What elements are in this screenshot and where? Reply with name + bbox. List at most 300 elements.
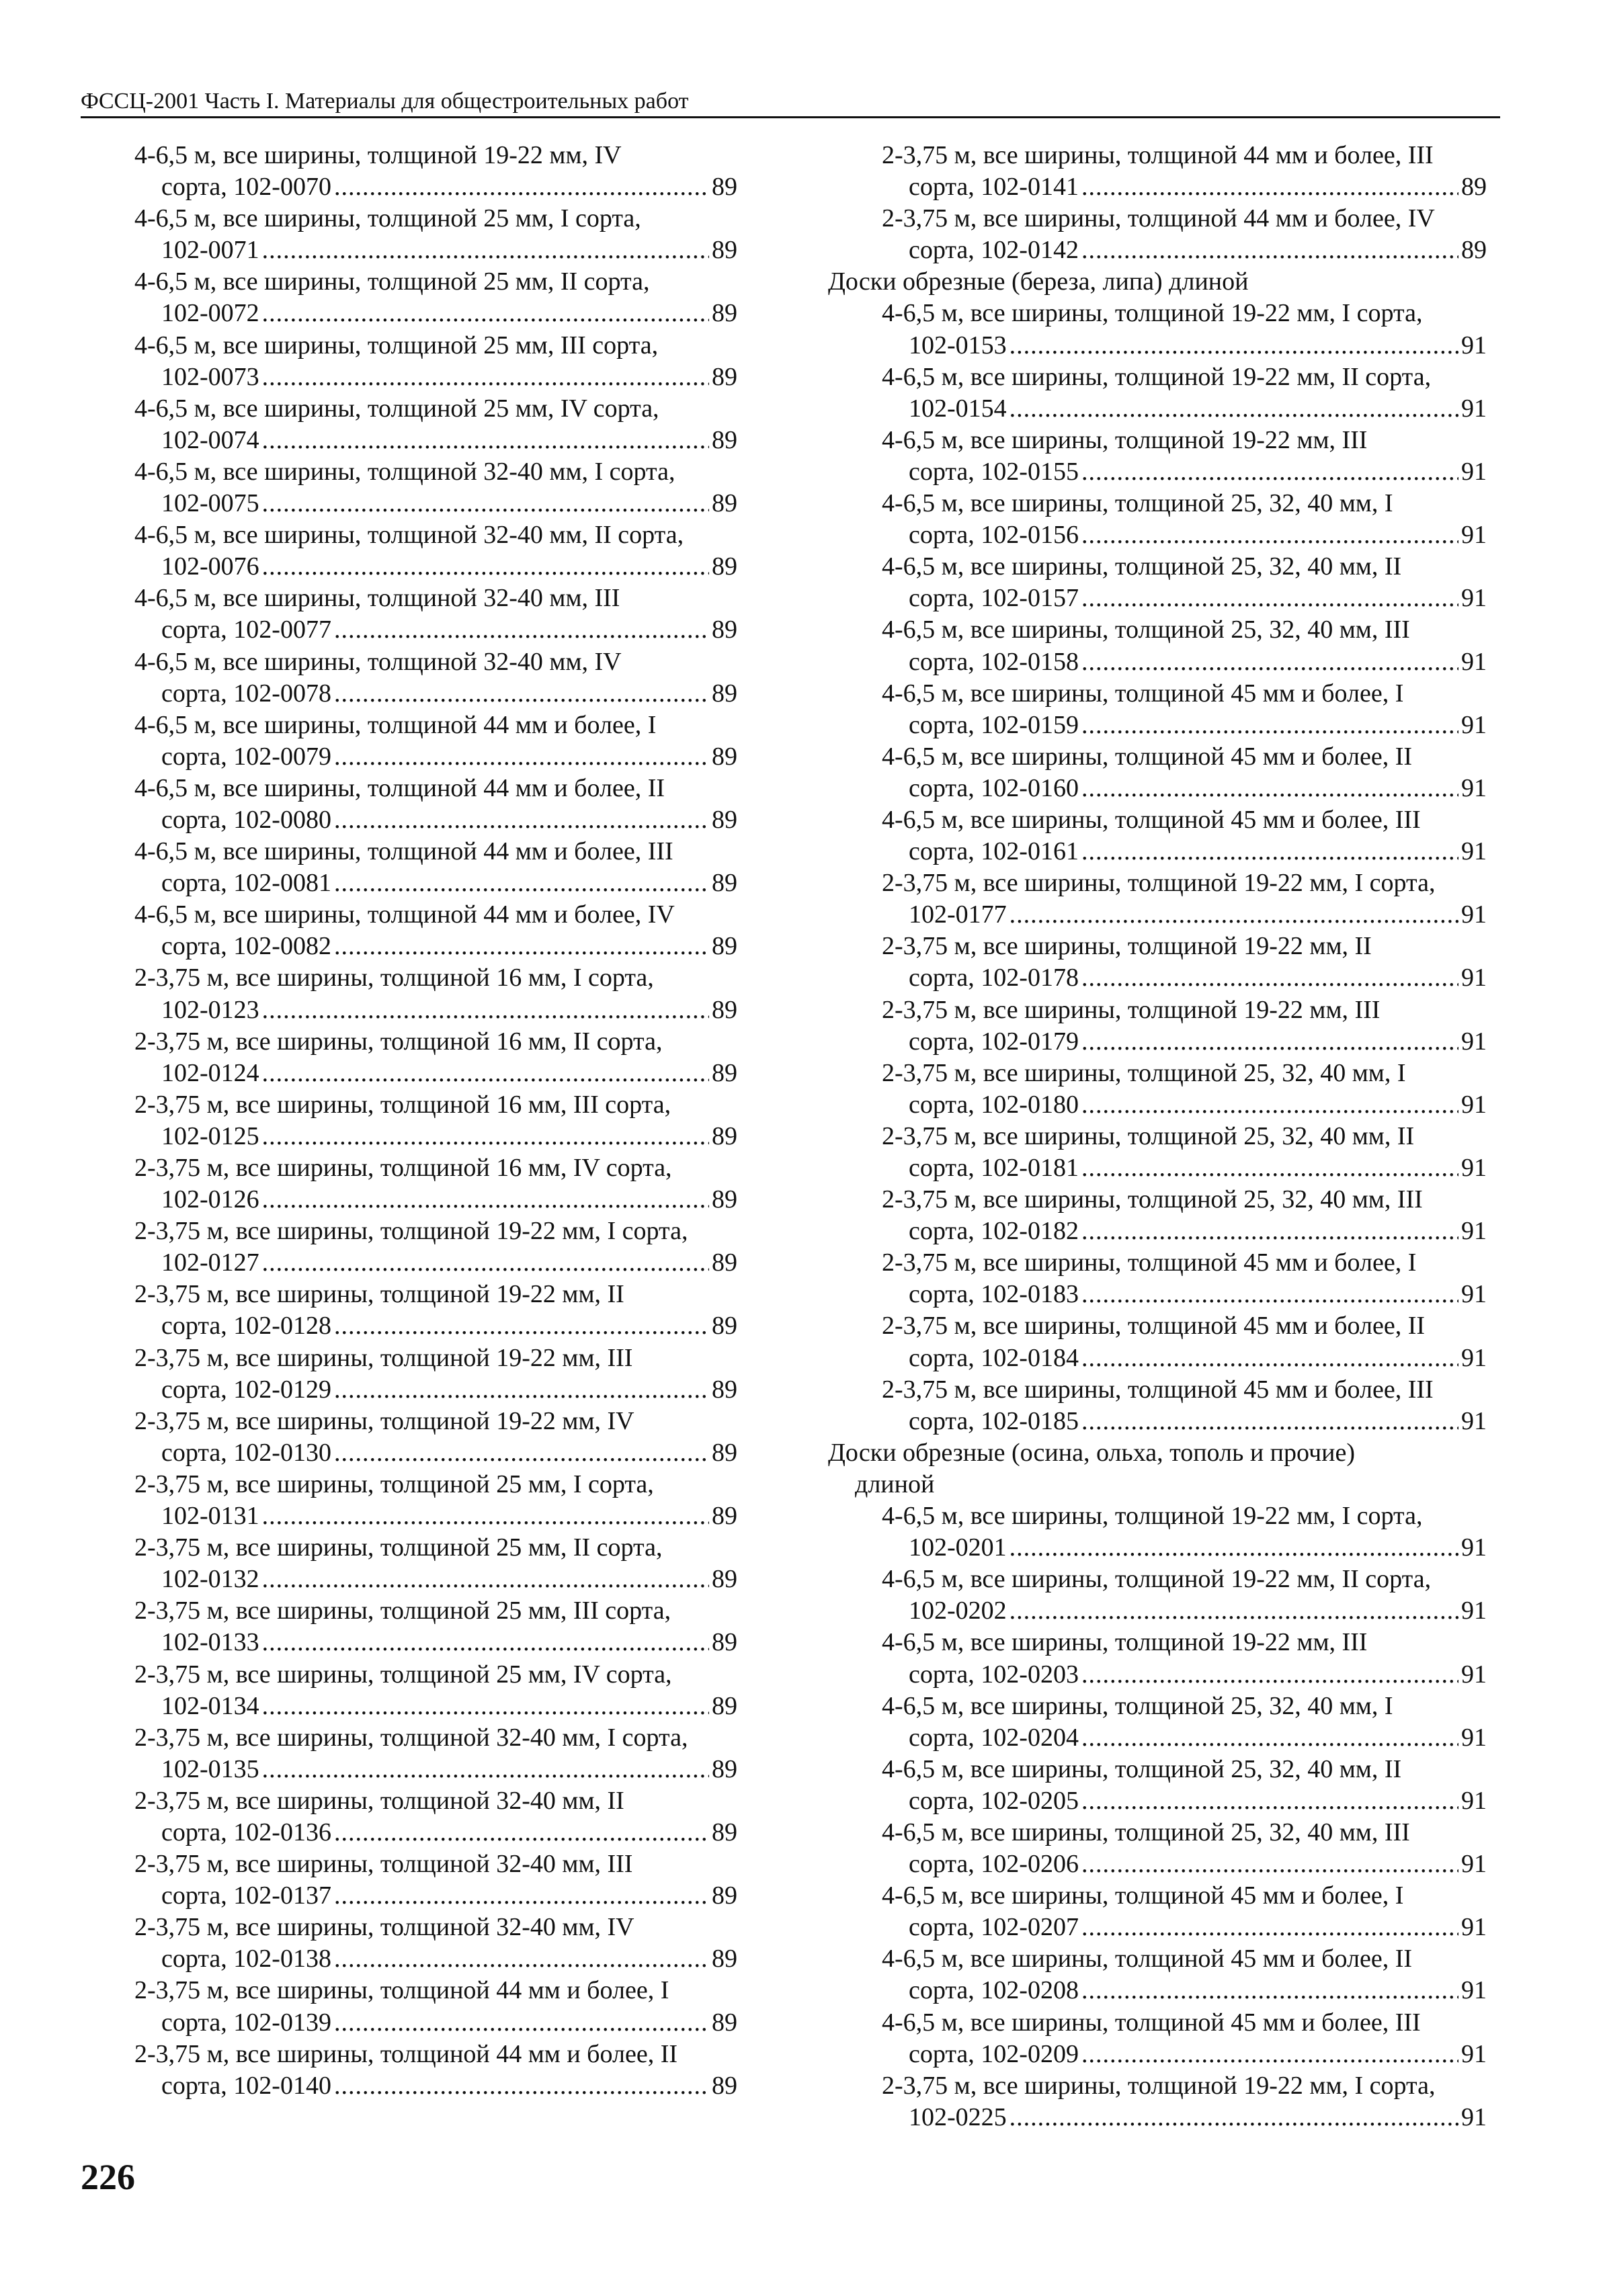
- index-entry-code-line: [828, 583, 1487, 614]
- index-entry-code-line: [134, 1437, 737, 1469]
- dot-leader: [1081, 1026, 1458, 1058]
- header-title: ФССЦ-2001 Часть I. Материалы для общестроительных работ: [81, 89, 689, 114]
- index-entry-line: 2-3,75 м, все ширины, толщиной 25 мм, I сорта,: [134, 1470, 654, 1498]
- index-entry-line: 4-6,5 м, все ширины, толщиной 32-40 мм, IV: [134, 647, 622, 676]
- entry-code-text: 102-0126: [161, 1185, 259, 1214]
- index-entry-line: 4-6,5 м, все ширины, толщиной 45 мм и более, I: [882, 1881, 1404, 1910]
- index-entry-code-line: [134, 551, 737, 583]
- entry-code-text: сорта, 102-0139: [161, 2008, 331, 2037]
- dot-leader: [334, 614, 709, 646]
- entry-page-number: 89: [712, 932, 737, 961]
- entry-code-text: сорта, 102-0185: [909, 1406, 1079, 1435]
- entry-page-number: 91: [1461, 2039, 1487, 2068]
- index-entry-code-line: [134, 994, 737, 1026]
- dot-leader: [1081, 1722, 1458, 1754]
- index-entry-code-line: [828, 1595, 1487, 1627]
- entry-page-number: 91: [1461, 457, 1487, 486]
- index-entry-code-line: [134, 1691, 737, 1722]
- entry-code-text: сорта, 102-0159: [909, 710, 1079, 739]
- entry-code-text: сорта, 102-0204: [909, 1723, 1079, 1752]
- entry-page-number: 91: [1461, 1027, 1487, 1056]
- entry-page-number: 89: [712, 425, 737, 454]
- entry-code-text: сорта, 102-0141: [909, 173, 1079, 202]
- index-entry-code-line: [134, 1058, 737, 1089]
- entry-code-text: сорта, 102-0137: [161, 1881, 331, 1910]
- entry-page-number: 91: [1461, 1090, 1487, 1119]
- entry-page-number: 89: [712, 742, 737, 771]
- entry-code-text: сорта, 102-0205: [909, 1786, 1079, 1815]
- dot-leader: [1081, 519, 1458, 551]
- dot-leader: [1081, 646, 1458, 678]
- index-entry-line: 2-3,75 м, все ширины, толщиной 19-22 мм, I сорта,: [882, 2071, 1436, 2100]
- entry-code-text: сорта, 102-0184: [909, 1343, 1079, 1372]
- entry-code-text: сорта, 102-0209: [909, 2039, 1079, 2068]
- index-entry-code-line: [134, 298, 737, 329]
- index-entry-line: 4-6,5 м, все ширины, толщиной 19-22 мм, I сорта,: [882, 1502, 1423, 1531]
- index-entry-line: 4-6,5 м, все ширины, толщиной 45 мм и более, III: [882, 805, 1421, 834]
- dot-leader: [262, 425, 709, 456]
- index-entry-code-line: [828, 1785, 1487, 1817]
- index-entry-line: 4-6,5 м, все ширины, толщиной 32-40 мм, II сорта,: [134, 521, 684, 550]
- entry-code-text: 102-0153: [909, 331, 1007, 359]
- entry-code-text: сорта, 102-0208: [909, 1976, 1079, 2005]
- dot-leader: [262, 551, 709, 583]
- index-entry-line: 4-6,5 м, все ширины, толщиной 45 мм и более, III: [882, 2008, 1421, 2037]
- entry-page-number: 91: [1461, 2102, 1487, 2131]
- entry-code-text: сорта, 102-0178: [909, 964, 1079, 992]
- index-entry-code-line: [828, 1089, 1487, 1121]
- index-section-heading-continued: длиной: [855, 1470, 935, 1498]
- entry-code-text: 102-0134: [161, 1691, 259, 1720]
- entry-code-text: сорта, 102-0161: [909, 837, 1079, 866]
- index-entry-line: 4-6,5 м, все ширины, толщиной 19-22 мм, II сорта,: [882, 362, 1432, 391]
- entry-page-number: 89: [712, 173, 737, 202]
- index-entry-code-line: [828, 1343, 1487, 1374]
- index-entry-line: 4-6,5 м, все ширины, толщиной 19-22 мм, IV: [134, 141, 622, 169]
- dot-leader: [262, 1564, 709, 1595]
- index-entry-code-line: [134, 362, 737, 393]
- dot-leader: [262, 1754, 709, 1785]
- dot-leader: [1010, 330, 1458, 362]
- dot-leader: [1081, 1279, 1458, 1310]
- index-entry-code-line: [828, 2039, 1487, 2070]
- index-entry-code-line: [828, 1848, 1487, 1880]
- index-entry-line: 2-3,75 м, все ширины, толщиной 16 мм, I сорта,: [134, 964, 654, 992]
- entry-page-number: 89: [712, 489, 737, 518]
- index-entry-code-line: [134, 1310, 737, 1342]
- entry-code-text: сорта, 102-0155: [909, 457, 1079, 486]
- entry-page-number: 89: [712, 995, 737, 1024]
- entry-page-number: 91: [1461, 1154, 1487, 1182]
- index-entry-code-line: [134, 1374, 737, 1406]
- dot-leader: [262, 1247, 709, 1279]
- entry-page-number: 91: [1461, 1660, 1487, 1689]
- entry-page-number: 89: [712, 1248, 737, 1277]
- index-entry-code-line: [828, 646, 1487, 678]
- entry-code-text: 102-0135: [161, 1754, 259, 1783]
- index-entry-code-line: [828, 1026, 1487, 1058]
- index-entry-code-line: [828, 710, 1487, 741]
- index-entry-line: 2-3,75 м, все ширины, толщиной 25 мм, III сорта,: [134, 1597, 671, 1625]
- entry-code-text: сорта, 102-0183: [909, 1280, 1079, 1309]
- entry-code-text: сорта, 102-0079: [161, 742, 331, 771]
- entry-page-number: 91: [1461, 710, 1487, 739]
- dot-leader: [334, 741, 709, 773]
- index-entry-code-line: [828, 1975, 1487, 2006]
- dot-leader: [1081, 2039, 1458, 2070]
- index-entry-code-line: [134, 1121, 737, 1152]
- entry-code-text: 102-0202: [909, 1597, 1007, 1625]
- index-entry-code-line: [828, 1722, 1487, 1754]
- dot-leader: [334, 867, 709, 899]
- entry-code-text: 102-0071: [161, 236, 259, 265]
- index-entry-code-line: [134, 488, 737, 519]
- entry-code-text: сорта, 102-0080: [161, 805, 331, 834]
- entry-page-number: 91: [1461, 1597, 1487, 1625]
- entry-code-text: сорта, 102-0206: [909, 1850, 1079, 1879]
- index-section-heading: Доски обрезные (береза, липа) длиной: [828, 267, 1249, 296]
- index-entry-code-line: [134, 804, 737, 836]
- index-entry-code-line: [828, 456, 1487, 488]
- index-entry-line: 4-6,5 м, все ширины, толщиной 32-40 мм, I сорта,: [134, 457, 675, 486]
- dot-leader: [334, 1817, 709, 1848]
- index-entry-line: 4-6,5 м, все ширины, толщиной 44 мм и более, III: [134, 837, 673, 866]
- dot-leader: [334, 1437, 709, 1469]
- index-entry-line: 2-3,75 м, все ширины, толщиной 32-40 мм, IV: [134, 1913, 634, 1942]
- dot-leader: [1081, 1785, 1458, 1817]
- index-entry-line: 2-3,75 м, все ширины, толщиной 32-40 мм, II: [134, 1786, 624, 1815]
- index-entry-code-line: [134, 1943, 737, 1975]
- index-entry-code-line: [828, 330, 1487, 362]
- entry-code-text: сорта, 102-0136: [161, 1818, 331, 1846]
- index-entry-line: 4-6,5 м, все ширины, толщиной 25, 32, 40 мм, II: [882, 552, 1402, 581]
- index-entry-line: 2-3,75 м, все ширины, толщиной 32-40 мм, I сорта,: [134, 1723, 688, 1752]
- entry-code-text: 102-0123: [161, 995, 259, 1024]
- index-entry-line: 4-6,5 м, все ширины, толщиной 25, 32, 40 мм, I: [882, 489, 1393, 518]
- entry-page-number: 91: [1461, 331, 1487, 359]
- index-entry-line: 4-6,5 м, все ширины, толщиной 45 мм и более, II: [882, 742, 1413, 771]
- dot-leader: [334, 2007, 709, 2039]
- dot-leader: [1081, 773, 1458, 804]
- index-entry-line: 2-3,75 м, все ширины, толщиной 16 мм, II сорта,: [134, 1027, 663, 1056]
- index-entry-code-line: [828, 171, 1487, 203]
- dot-leader: [334, 678, 709, 710]
- index-entry-line: 2-3,75 м, все ширины, толщиной 32-40 мм, III: [134, 1850, 633, 1879]
- dot-leader: [334, 931, 709, 962]
- dot-leader: [262, 1184, 709, 1216]
- index-entry-code-line: [134, 171, 737, 203]
- entry-page-number: 91: [1461, 647, 1487, 676]
- index-entry-line: 2-3,75 м, все ширины, толщиной 19-22 мм, II: [134, 1280, 624, 1309]
- index-entry-code-line: [134, 741, 737, 773]
- index-entry-code-line: [134, 1880, 737, 1912]
- index-entry-line: 4-6,5 м, все ширины, толщиной 44 мм и более, II: [134, 773, 665, 802]
- entry-code-text: сорта, 102-0158: [909, 647, 1079, 676]
- index-entry-line: 4-6,5 м, все ширины, толщиной 25 мм, I сорта,: [134, 204, 641, 233]
- index-entry-line: 2-3,75 м, все ширины, толщиной 19-22 мм, I сорта,: [882, 869, 1436, 898]
- index-entry-code-line: [828, 962, 1487, 994]
- index-entry-code-line: [134, 1184, 737, 1216]
- index-entry-line: 2-3,75 м, все ширины, толщиной 19-22 мм, II: [882, 932, 1372, 961]
- entry-code-text: 102-0073: [161, 362, 259, 391]
- index-entry-code-line: [134, 235, 737, 266]
- index-entry-line: 2-3,75 м, все ширины, толщиной 25 мм, IV сорта,: [134, 1660, 672, 1689]
- index-entry-code-line: [134, 931, 737, 962]
- index-entry-code-line: [134, 2007, 737, 2039]
- index-column-right: [828, 140, 1487, 2133]
- entry-page-number: 89: [712, 1375, 737, 1404]
- dot-leader: [1081, 1406, 1458, 1437]
- index-entry-code-line: [134, 678, 737, 710]
- index-entry-line: 2-3,75 м, все ширины, толщиной 25, 32, 40 мм, I: [882, 1058, 1406, 1087]
- dot-leader: [262, 362, 709, 393]
- dot-leader: [334, 1310, 709, 1342]
- entry-code-text: 102-0225: [909, 2102, 1007, 2131]
- index-entry-line: 4-6,5 м, все ширины, толщиной 19-22 мм, III: [882, 1628, 1368, 1657]
- entry-code-text: сорта, 102-0130: [161, 1438, 331, 1467]
- index-entry-line: 2-3,75 м, все ширины, толщиной 45 мм и более, II: [882, 1312, 1426, 1341]
- entry-page-number: 89: [712, 236, 737, 265]
- index-entry-line: 4-6,5 м, все ширины, толщиной 45 мм и более, II: [882, 1945, 1413, 1973]
- dot-leader: [334, 1374, 709, 1406]
- dot-leader: [262, 1627, 709, 1658]
- index-entry-line: 2-3,75 м, все ширины, толщиной 44 мм и более, III: [882, 141, 1434, 169]
- entry-code-text: 102-0177: [909, 900, 1007, 929]
- index-entry-code-line: [828, 2102, 1487, 2133]
- dot-leader: [1081, 1975, 1458, 2006]
- entry-page-number: 89: [712, 1121, 737, 1150]
- index-entry-line: 2-3,75 м, все ширины, толщиной 19-22 мм, III: [134, 1343, 633, 1372]
- index-entry-line: 2-3,75 м, все ширины, толщиной 25, 32, 40 мм, III: [882, 1185, 1423, 1214]
- dot-leader: [1010, 393, 1458, 425]
- entry-page-number: 91: [1461, 1280, 1487, 1309]
- entry-code-text: сорта, 102-0070: [161, 173, 331, 202]
- entry-code-text: сорта, 102-0156: [909, 521, 1079, 550]
- entry-code-text: сорта, 102-0128: [161, 1312, 331, 1341]
- entry-page-number: 89: [712, 869, 737, 898]
- entry-page-number: 91: [1461, 837, 1487, 866]
- dot-leader: [1081, 1343, 1458, 1374]
- index-entry-line: 2-3,75 м, все ширины, толщиной 44 мм и более, II: [134, 2039, 678, 2068]
- entry-page-number: 89: [712, 299, 737, 328]
- index-entry-code-line: [828, 773, 1487, 804]
- entry-page-number: 89: [712, 1754, 737, 1783]
- index-entry-line: 4-6,5 м, все ширины, толщиной 25 мм, II сорта,: [134, 267, 650, 296]
- index-entry-code-line: [134, 1754, 737, 1785]
- entry-page-number: 89: [712, 1818, 737, 1846]
- index-entry-code-line: [134, 425, 737, 456]
- entry-code-text: 102-0132: [161, 1565, 259, 1594]
- entry-code-text: 102-0131: [161, 1502, 259, 1531]
- index-entry-code-line: [134, 2070, 737, 2102]
- entry-code-text: сорта, 102-0207: [909, 1913, 1079, 1942]
- entry-page-number: 89: [712, 2008, 737, 2037]
- dot-leader: [1081, 1152, 1458, 1184]
- entry-page-number: 89: [712, 1058, 737, 1087]
- index-entry-line: 2-3,75 м, все ширины, толщиной 16 мм, IV сорта,: [134, 1154, 672, 1182]
- entry-page-number: 89: [712, 1945, 737, 1973]
- index-entry-line: 4-6,5 м, все ширины, толщиной 25 мм, IV сорта,: [134, 394, 659, 423]
- dot-leader: [334, 171, 709, 203]
- dot-leader: [1081, 1659, 1458, 1691]
- dot-leader: [1081, 171, 1458, 203]
- index-column-left: [134, 140, 737, 2102]
- index-entry-code-line: [828, 1406, 1487, 1437]
- entry-code-text: 102-0072: [161, 299, 259, 328]
- index-entry-code-line: [134, 1817, 737, 1848]
- dot-leader: [334, 1943, 709, 1975]
- dot-leader: [1081, 1089, 1458, 1121]
- index-entry-line: 2-3,75 м, все ширины, толщиной 25, 32, 40 мм, II: [882, 1121, 1415, 1150]
- dot-leader: [262, 1691, 709, 1722]
- index-entry-line: 4-6,5 м, все ширины, толщиной 32-40 мм, III: [134, 584, 620, 613]
- entry-page-number: 89: [712, 1565, 737, 1594]
- index-entry-line: 2-3,75 м, все ширины, толщиной 25 мм, II сорта,: [134, 1533, 663, 1562]
- dot-leader: [262, 488, 709, 519]
- entry-page-number: 89: [712, 615, 737, 644]
- entry-code-text: 102-0076: [161, 552, 259, 581]
- index-entry-code-line: [828, 519, 1487, 551]
- entry-page-number: 91: [1461, 1406, 1487, 1435]
- dot-leader: [262, 994, 709, 1026]
- entry-code-text: сорта, 102-0078: [161, 679, 331, 708]
- index-section-heading: Доски обрезные (осина, ольха, тополь и прочие): [828, 1438, 1355, 1467]
- entry-page-number: 91: [1461, 1786, 1487, 1815]
- running-header: [81, 84, 1500, 118]
- dot-leader: [1010, 1595, 1458, 1627]
- entry-page-number: 91: [1461, 584, 1487, 613]
- entry-page-number: 89: [712, 1881, 737, 1910]
- entry-page-number: 91: [1461, 1723, 1487, 1752]
- index-entry-code-line: [828, 1216, 1487, 1247]
- index-entry-code-line: [828, 1659, 1487, 1691]
- entry-page-number: 91: [1461, 1976, 1487, 2005]
- index-entry-line: 4-6,5 м, все ширины, толщиной 25, 32, 40 мм, III: [882, 1818, 1410, 1846]
- index-entry-line: 4-6,5 м, все ширины, толщиной 25, 32, 40 мм, I: [882, 1691, 1393, 1720]
- entry-page-number: 89: [712, 805, 737, 834]
- entry-code-text: 102-0124: [161, 1058, 259, 1087]
- index-entry-code-line: [828, 235, 1487, 266]
- entry-code-text: 102-0075: [161, 489, 259, 518]
- index-entry-line: 4-6,5 м, все ширины, толщиной 45 мм и более, I: [882, 679, 1404, 708]
- entry-page-number: 89: [712, 1438, 737, 1467]
- entry-page-number: 89: [712, 1312, 737, 1341]
- entry-page-number: 89: [1461, 173, 1487, 202]
- index-entry-code-line: [134, 614, 737, 646]
- entry-code-text: 102-0154: [909, 394, 1007, 423]
- dot-leader: [334, 2070, 709, 2102]
- index-entry-line: 4-6,5 м, все ширины, толщиной 25, 32, 40 мм, II: [882, 1754, 1402, 1783]
- index-entry-code-line: [828, 1279, 1487, 1310]
- dot-leader: [1081, 235, 1458, 266]
- index-entry-line: 2-3,75 м, все ширины, толщиной 19-22 мм, I сорта,: [134, 1217, 688, 1246]
- entry-page-number: 91: [1461, 394, 1487, 423]
- dot-leader: [1081, 583, 1458, 614]
- index-entry-line: 4-6,5 м, все ширины, толщиной 44 мм и более, IV: [134, 900, 675, 929]
- entry-code-text: 102-0074: [161, 425, 259, 454]
- index-entry-line: 4-6,5 м, все ширины, толщиной 19-22 мм, II сорта,: [882, 1565, 1432, 1594]
- entry-code-text: сорта, 102-0180: [909, 1090, 1079, 1119]
- entry-code-text: сорта, 102-0181: [909, 1154, 1079, 1182]
- dot-leader: [1081, 962, 1458, 994]
- dot-leader: [1081, 1912, 1458, 1943]
- index-entry-line: 2-3,75 м, все ширины, толщиной 19-22 мм, IV: [134, 1406, 634, 1435]
- entry-code-text: сорта, 102-0140: [161, 2071, 331, 2100]
- dot-leader: [262, 235, 709, 266]
- entry-page-number: 91: [1461, 1343, 1487, 1372]
- entry-page-number: 89: [712, 2071, 737, 2100]
- entry-page-number: 89: [712, 1502, 737, 1531]
- entry-page-number: 91: [1461, 1217, 1487, 1246]
- index-entry-line: 2-3,75 м, все ширины, толщиной 16 мм, III сорта,: [134, 1090, 671, 1119]
- dot-leader: [262, 1500, 709, 1532]
- dot-leader: [1010, 2102, 1458, 2133]
- dot-leader: [262, 298, 709, 329]
- index-entry-code-line: [828, 393, 1487, 425]
- index-entry-code-line: [134, 867, 737, 899]
- entry-code-text: сорта, 102-0160: [909, 773, 1079, 802]
- index-entry-line: 2-3,75 м, все ширины, толщиной 45 мм и более, I: [882, 1248, 1417, 1277]
- index-entry-line: 4-6,5 м, все ширины, толщиной 25, 32, 40 мм, III: [882, 615, 1410, 644]
- dot-leader: [334, 1880, 709, 1912]
- entry-code-text: сорта, 102-0129: [161, 1375, 331, 1404]
- entry-code-text: 102-0133: [161, 1628, 259, 1657]
- entry-code-text: сорта, 102-0157: [909, 584, 1079, 613]
- dot-leader: [262, 1058, 709, 1089]
- entry-code-text: сорта, 102-0142: [909, 236, 1079, 265]
- index-entry-line: 4-6,5 м, все ширины, толщиной 44 мм и более, I: [134, 710, 657, 739]
- page-number: 226: [81, 2157, 135, 2197]
- index-entry-code-line: [134, 1500, 737, 1532]
- index-entry-line: 2-3,75 м, все ширины, толщиной 19-22 мм, III: [882, 995, 1381, 1024]
- entry-page-number: 91: [1461, 521, 1487, 550]
- index-entry-line: 2-3,75 м, все ширины, толщиной 45 мм и более, III: [882, 1375, 1434, 1404]
- entry-page-number: 89: [712, 552, 737, 581]
- index-entry-code-line: [828, 1912, 1487, 1943]
- index-entry-code-line: [134, 1564, 737, 1595]
- entry-code-text: сорта, 102-0077: [161, 615, 331, 644]
- dot-leader: [1081, 836, 1458, 867]
- entry-page-number: 91: [1461, 900, 1487, 929]
- entry-page-number: 89: [1461, 236, 1487, 265]
- index-entry-code-line: [828, 836, 1487, 867]
- entry-code-text: сорта, 102-0082: [161, 932, 331, 961]
- entry-page-number: 91: [1461, 1533, 1487, 1562]
- dot-leader: [1081, 1216, 1458, 1247]
- dot-leader: [1010, 899, 1458, 931]
- dot-leader: [262, 1121, 709, 1152]
- index-entry-code-line: [134, 1247, 737, 1279]
- entry-page-number: 91: [1461, 964, 1487, 992]
- entry-page-number: 91: [1461, 1850, 1487, 1879]
- index-entry-code-line: [828, 1532, 1487, 1564]
- dot-leader: [334, 804, 709, 836]
- dot-leader: [1081, 710, 1458, 741]
- index-entry-line: 2-3,75 м, все ширины, толщиной 44 мм и более, IV: [882, 204, 1435, 233]
- entry-code-text: сорта, 102-0138: [161, 1945, 331, 1973]
- index-entry-line: 4-6,5 м, все ширины, толщиной 19-22 мм, I сорта,: [882, 299, 1423, 328]
- entry-code-text: 102-0127: [161, 1248, 259, 1277]
- dot-leader: [1081, 456, 1458, 488]
- entry-page-number: 91: [1461, 1913, 1487, 1942]
- entry-page-number: 89: [712, 679, 737, 708]
- dot-leader: [1081, 1848, 1458, 1880]
- index-entry-line: 2-3,75 м, все ширины, толщиной 44 мм и более, I: [134, 1976, 669, 2005]
- index-entry-line: 4-6,5 м, все ширины, толщиной 19-22 мм, III: [882, 425, 1368, 454]
- entry-page-number: 91: [1461, 773, 1487, 802]
- entry-code-text: сорта, 102-0179: [909, 1027, 1079, 1056]
- entry-page-number: 89: [712, 1691, 737, 1720]
